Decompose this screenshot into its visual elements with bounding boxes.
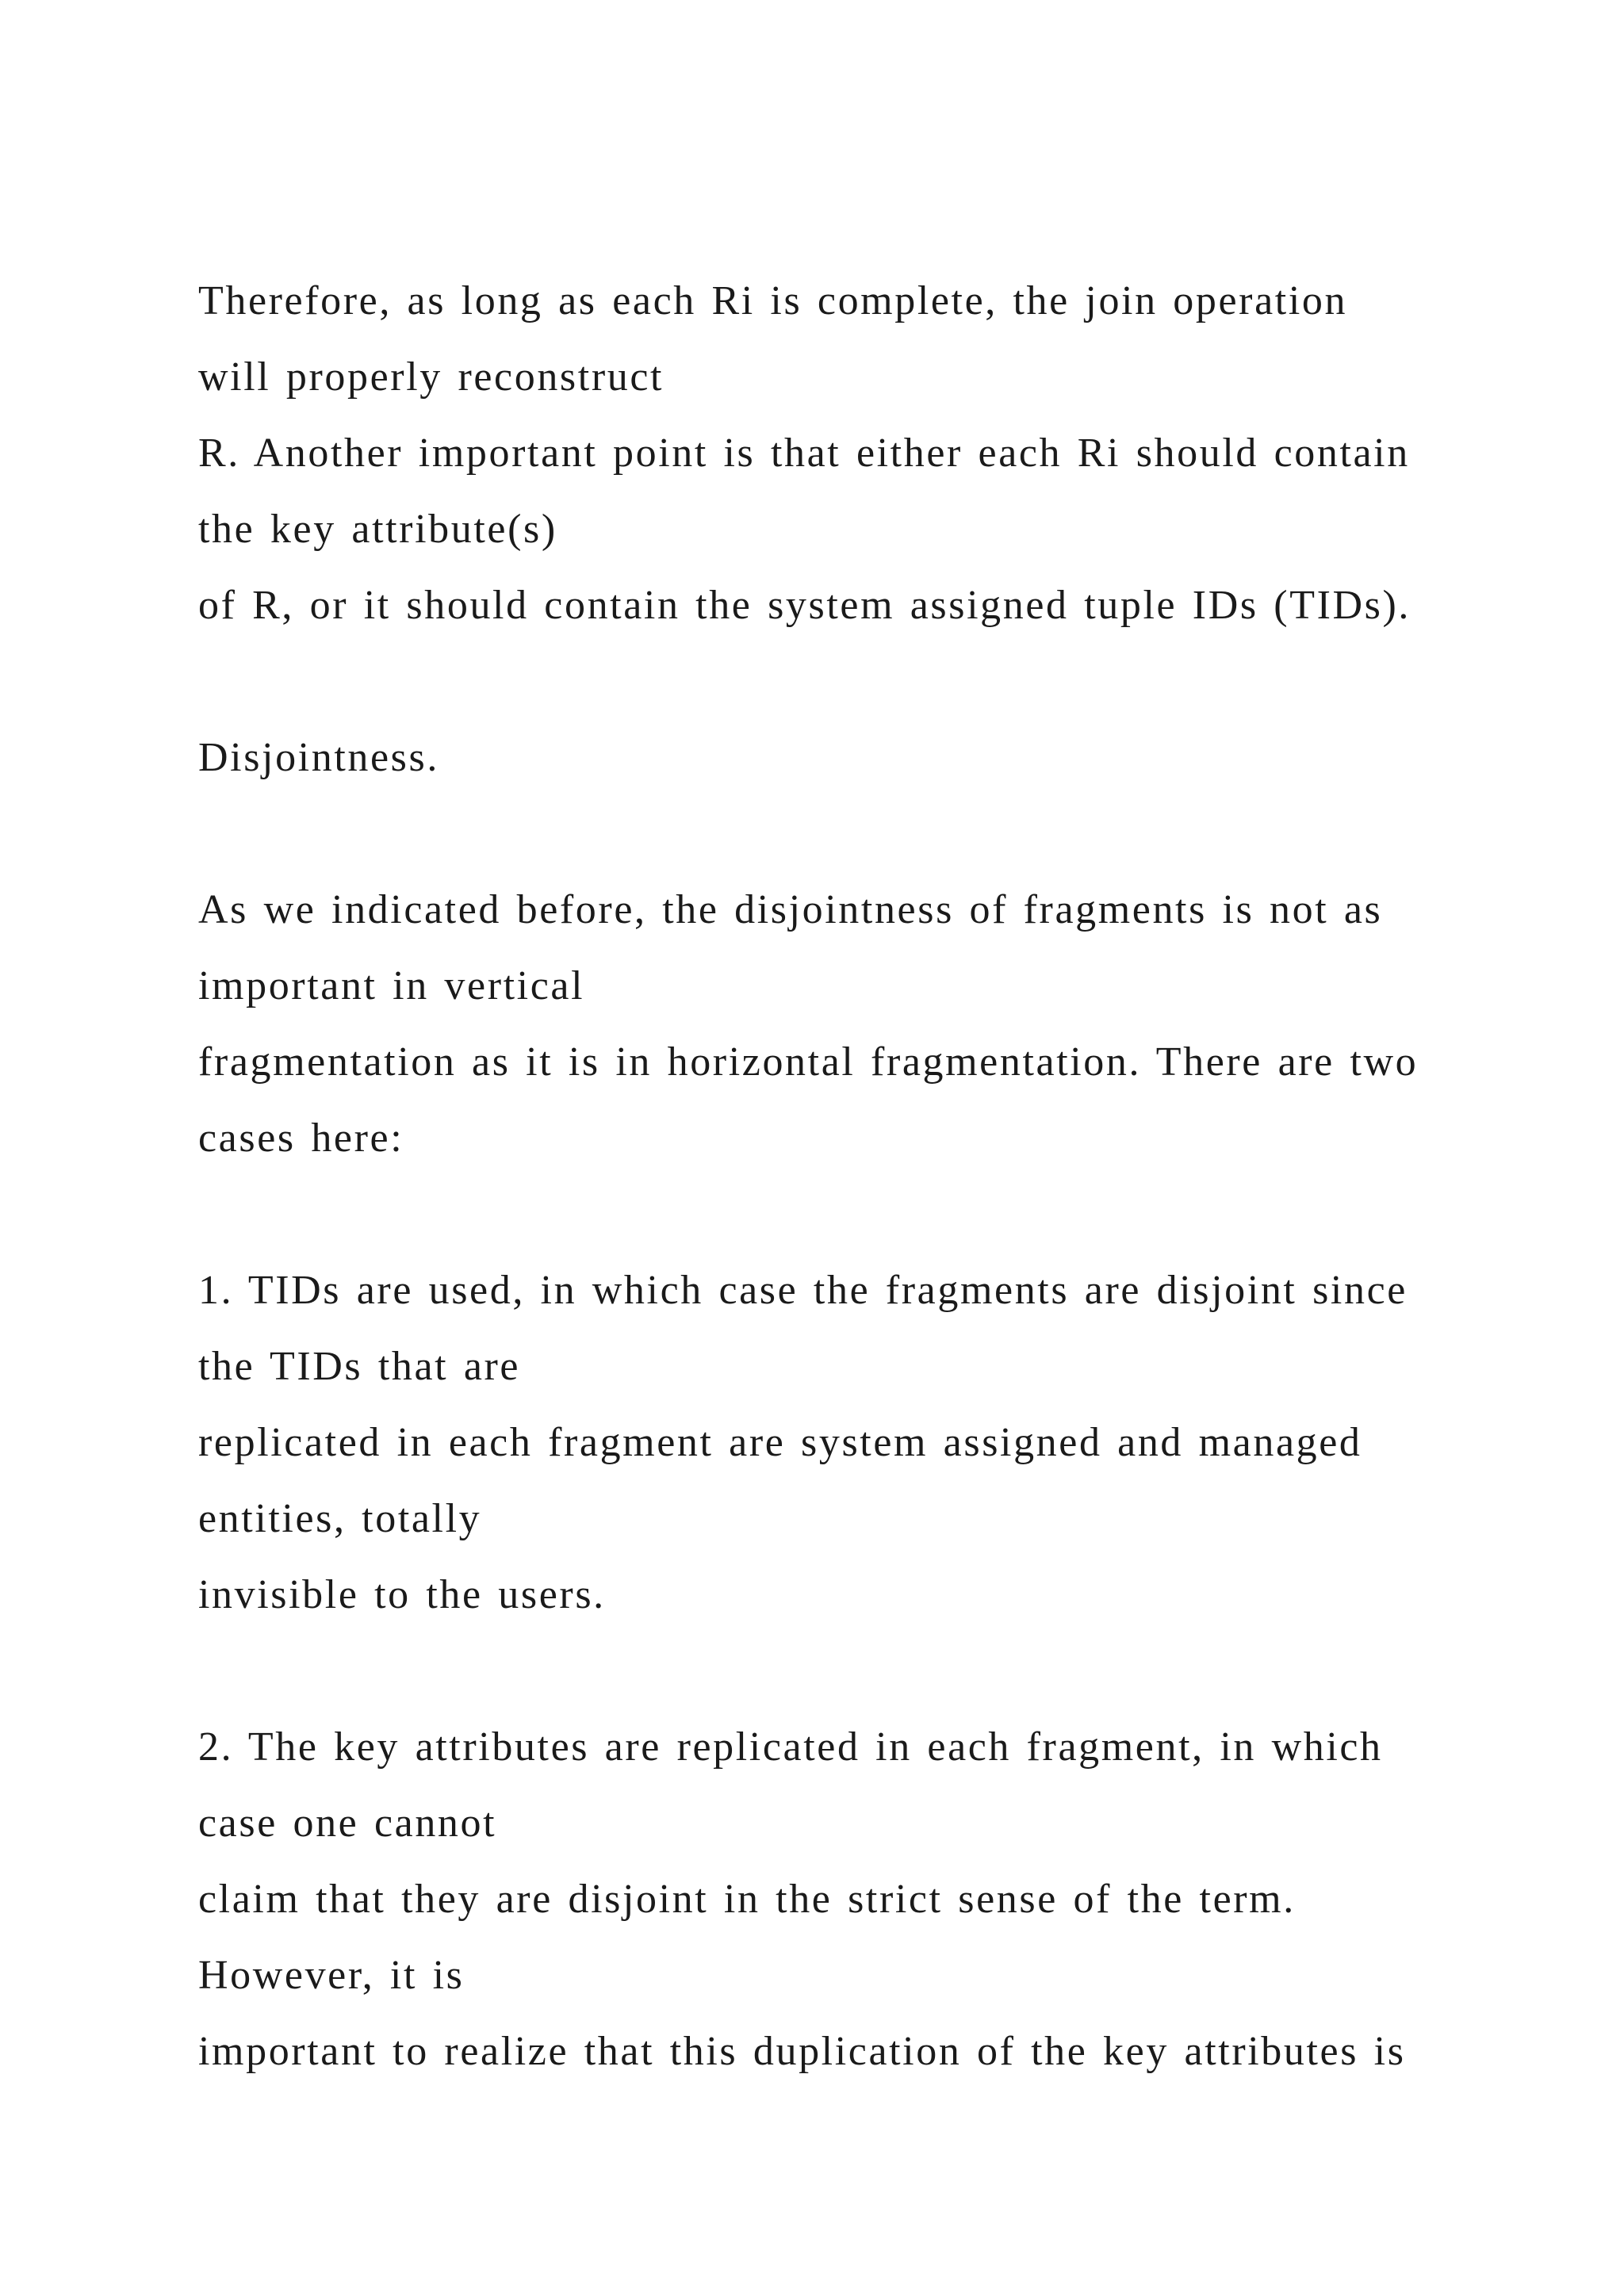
- list-item-line: However, it is: [198, 1953, 465, 1998]
- text-line: cases here:: [198, 1115, 404, 1161]
- list-item-line: case one cannot: [198, 1800, 497, 1846]
- list-item-line: claim that they are disjoint in the strict sense of the term.: [198, 1877, 1296, 1922]
- text-line: of R, or it should contain the system assigned tuple IDs (TIDs).: [198, 583, 1411, 628]
- blank-line: [198, 796, 1546, 872]
- list-item-line: invisible to the users.: [198, 1572, 606, 1617]
- text-line: As we indicated before, the disjointness of fragments is not as: [198, 887, 1383, 932]
- text-line: Therefore, as long as each Ri is complete, the join operation: [198, 278, 1348, 323]
- text-line: important in vertical: [198, 963, 585, 1008]
- blank-line: [198, 644, 1546, 720]
- blank-line: [198, 1177, 1546, 1253]
- list-item-line: the TIDs that are: [198, 1344, 521, 1389]
- section-heading: Disjointness.: [198, 735, 439, 780]
- list-item-line: entities, totally: [198, 1496, 482, 1541]
- list-item-line: 1. TIDs are used, in which case the fragments are disjoint since: [198, 1268, 1408, 1313]
- text-line: fragmentation as it is in horizontal fragmentation. There are two: [198, 1039, 1419, 1085]
- document-body: [198, 263, 1546, 2090]
- list-item-line: important to realize that this duplication of the key attributes is: [198, 2029, 1406, 2074]
- text-line: the key attribute(s): [198, 507, 557, 552]
- list-item-line: replicated in each fragment are system assigned and managed: [198, 1420, 1362, 1465]
- list-item-line: 2. The key attributes are replicated in each fragment, in which: [198, 1724, 1383, 1770]
- text-line: will properly reconstruct: [198, 354, 665, 400]
- text-line: R. Another important point is that either each Ri should contain: [198, 430, 1410, 476]
- blank-line: [198, 1633, 1546, 1709]
